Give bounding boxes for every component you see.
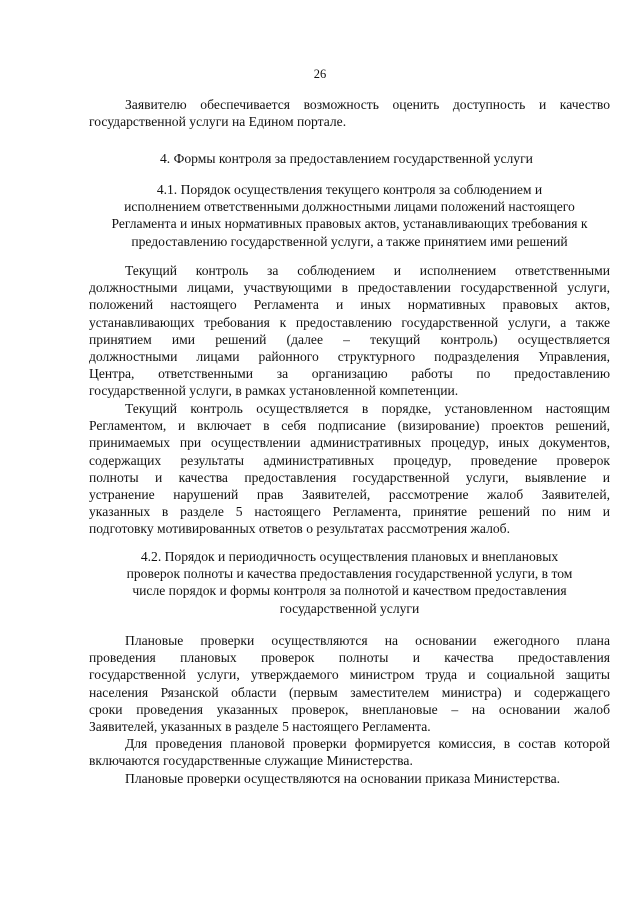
text-line: Для проведения плановой проверки формируется комиссия, в состав которой [125, 736, 610, 751]
heading-line: числе порядок и формы контроля за полнотой и качеством предоставления [132, 583, 567, 599]
text-line: должностными лицами районного структурного подразделения Управления, [89, 349, 610, 365]
section-heading [160, 150, 580, 167]
text-line: положений настоящего Регламента и иных нормативных правовых актов, [89, 297, 610, 313]
text-line: подготовку мотивированных ответов о результатах рассмотрения жалоб. [89, 521, 510, 537]
section-title: 4. Формы контроля за предоставлением государственной услуги [160, 151, 533, 166]
heading-line: 4.2. Порядок и периодичность осуществления плановых и внеплановых [140, 549, 559, 564]
heading-line: государственной услуги [279, 600, 420, 616]
text-line: государственной услуги, утверждаемого министром труда и социальной защиты [89, 667, 610, 683]
paragraph-commission [89, 735, 610, 769]
text-line: Центра, ответственными за организацию работы по предоставлению [89, 366, 610, 382]
text-line: государственной услуги на Едином портале. [89, 114, 347, 130]
intro-paragraph [89, 96, 610, 130]
text-line: принимаемых при осуществлении административных процедур, иных документов, [89, 435, 610, 451]
text-line: населения Рязанской области (первым заместителем министра) и содержащего [89, 684, 610, 700]
page-number: 26 [313, 67, 327, 81]
heading-line: предоставлению государственной услуги, а также принятием ими решений [131, 233, 568, 249]
text-line: содержащих результаты административных процедур, проведение проверок [89, 452, 610, 468]
paragraph-control-procedure [89, 400, 610, 538]
paragraph-planned-inspections [89, 632, 610, 735]
text-line: Заявителей, указанных в разделе 5 настоящего Регламента. [89, 719, 431, 735]
text-line: государственной услуги, в рамках установленной компетенции. [89, 383, 459, 399]
subsection-heading-4-1 [89, 181, 610, 250]
text-line: устранение нарушений прав Заявителей, рассмотрение жалоб Заявителей, [89, 487, 610, 503]
paragraph-order-basis [89, 770, 610, 787]
text-line: Регламентом, и включает в себя подписание (визирование) проектов решений, [89, 418, 610, 434]
text-line: Текущий контроль за соблюдением и исполнением ответственными [125, 263, 610, 278]
text-line: Заявителю обеспечивается возможность оценить доступность и качество [125, 97, 610, 112]
heading-line: Регламента и иных нормативных правовых актов, устанавливающих требования к [111, 216, 588, 232]
paragraph-current-control [89, 262, 610, 400]
text-line: полноты и качества предоставления государственной услуги, выявление и [89, 469, 610, 485]
heading-line: проверок полноты и качества предоставления государственной услуги, в том [126, 566, 573, 582]
text-line: указанных в разделе 5 настоящего Регламента, принятие решений по ним и [89, 504, 610, 520]
text-line: включаются государственные служащие Министерства. [89, 753, 413, 769]
text-line: принятием ими решений (далее – текущий контроль) осуществляется [89, 331, 610, 347]
text-line: проведения плановых проверок полноты и качества предоставления [89, 650, 610, 666]
text-line: Текущий контроль осуществляется в порядке, установленном настоящим [125, 401, 610, 416]
text-line: Плановые проверки осуществляются на основании ежегодного плана [125, 633, 610, 648]
text-line: должностными лицами, участвующими в предоставлении государственной услуги, [89, 280, 610, 296]
text-line: Плановые проверки осуществляются на основании приказа Министерства. [125, 771, 561, 786]
text-line: сроки проведения указанных проверок, внеплановые – на основании жалоб [89, 701, 610, 717]
subsection-heading-4-2 [89, 548, 610, 617]
heading-line: 4.1. Порядок осуществления текущего контроля за соблюдением и [156, 182, 543, 197]
heading-line: исполнением ответственными должностными лицами положений настоящего [124, 199, 575, 215]
text-line: устанавливающих требования к предоставлению государственной услуги, а также [89, 314, 610, 330]
